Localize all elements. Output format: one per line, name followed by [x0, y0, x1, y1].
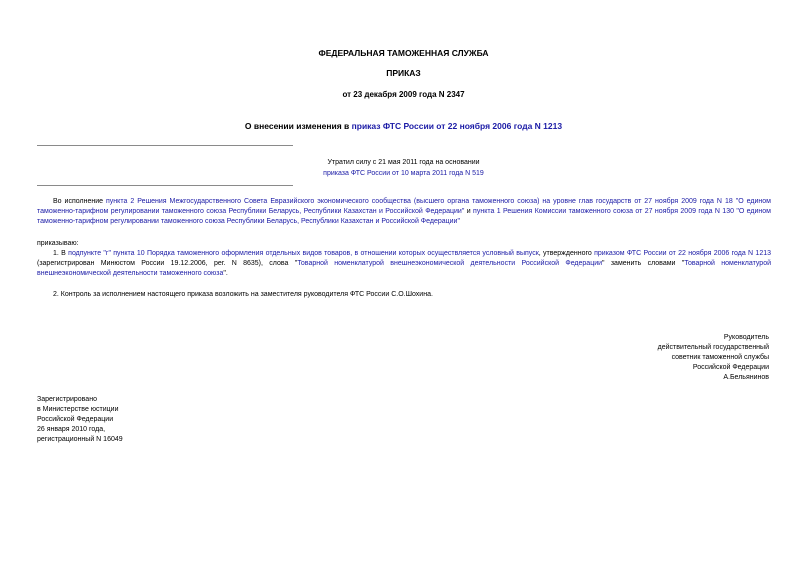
- clause-1-text-a: 1. В: [53, 250, 69, 257]
- preamble-paragraph: [37, 197, 771, 227]
- registration-line: регистрационный N 16049: [37, 436, 123, 443]
- preamble-link-2[interactable]: пункта 1 Решения Комиссии таможенного союза от 27 ноября 2009 года N 130 "О едином таможенно-тарифном регулировании таможенного союза Республики Беларусь, Республики Казахстан и Российской Федерации": [37, 208, 771, 225]
- doc-type-heading: ПРИКАЗ: [386, 68, 421, 78]
- agency-heading: ФЕДЕРАЛЬНАЯ ТАМОЖЕННАЯ СЛУЖБА: [318, 48, 489, 58]
- registration-line: Российской Федерации: [37, 416, 114, 423]
- clause-1-text-c: (зарегистрирован Минюстом России 19.12.2006, рег. N 8635), слова ": [37, 260, 298, 267]
- clause-1-link-4[interactable]: Товарной номенклатурой внешнеэкономической деятельности таможенного союза: [37, 260, 771, 277]
- clause-1-paragraph: [37, 249, 771, 279]
- clause-1-text-d: " заменить словами ": [602, 260, 685, 267]
- repeal-note-link[interactable]: приказа ФТС России от 10 марта 2011 года N 519: [323, 170, 484, 177]
- divider-bottom: [37, 185, 293, 186]
- repeal-note-text: Утратил силу с 21 мая 2011 года на основании: [327, 159, 480, 166]
- signature-line: Руководитель: [723, 334, 769, 341]
- clause-1-link-3[interactable]: Товарной номенклатурой внешнеэкономической деятельности Российской Федерации: [297, 260, 603, 267]
- title-link[interactable]: приказ ФТС России от 22 ноября 2006 года N 1213: [351, 121, 563, 131]
- clause-1-link-1[interactable]: подпункте "г" пункта 10 Порядка таможенного оформления отдельных видов товаров, в отношении которых осуществляется условный выпуск: [68, 250, 539, 257]
- signature-line: советник таможенной службы: [671, 354, 769, 361]
- registration-line: в Министерстве юстиции: [37, 406, 119, 413]
- divider-top: [37, 145, 293, 146]
- signature-line: Российской Федерации: [692, 364, 769, 371]
- signature-line: действительный государственный: [657, 344, 769, 351]
- date-number-heading: от 23 декабря 2009 года N 2347: [342, 90, 465, 99]
- registration-line: 26 января 2010 года,: [37, 426, 106, 433]
- clause-2-paragraph: 2. Контроль за исполнением настоящего приказа возложить на заместителя руководителя ФТС России С.О.Шохина.: [53, 291, 433, 298]
- registration-line: Зарегистрировано: [37, 396, 97, 403]
- preamble-link-1[interactable]: пункта 2 Решения Межгосударственного Совета Евразийского экономического сообщества (высшего органа таможенного союза) на уровне глав государств от 27 ноября 2009 года N 18 "О едином таможенно-тарифном регулировании таможенного союза Республики Беларусь, Республики Казахстан и Российской Федерации": [37, 198, 771, 215]
- preamble-text-1: Во исполнение: [53, 198, 107, 205]
- document-title: [0, 121, 807, 131]
- signature-name: А.Бельянинов: [723, 374, 769, 381]
- clause-1-text-b: , утвержденного: [538, 250, 595, 257]
- title-prefix: О внесении изменения в: [244, 121, 352, 131]
- clause-1-link-2[interactable]: приказом ФТС России от 22 ноября 2006 года N 1213: [594, 250, 771, 257]
- order-word: приказываю:: [37, 240, 79, 247]
- preamble-text-2: и: [464, 208, 474, 215]
- clause-1-text-e: ".: [223, 270, 228, 277]
